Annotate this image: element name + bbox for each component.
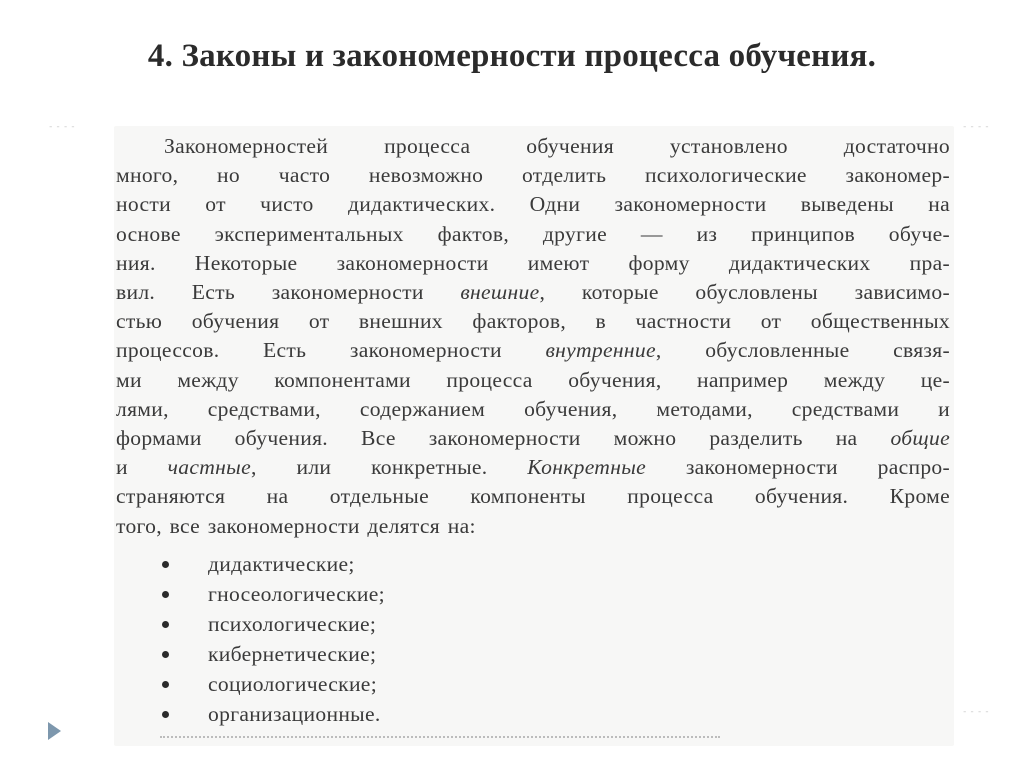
paragraph <box>116 132 950 541</box>
slide-title: 4. Законы и закономерности процесса обучения. <box>147 38 877 74</box>
text-run: закономерности распро- <box>685 455 951 480</box>
paragraph-line: страняются на отдельные компоненты процесса обучения. Кроме <box>116 484 950 509</box>
emphasis-text: общие <box>890 426 950 451</box>
bullet-list <box>158 549 385 729</box>
list-item: социологические; <box>158 669 385 699</box>
paragraph-line: Закономерностей процесса обучения установлено достаточно <box>164 134 950 158</box>
frame-corner-bottom-right: ---- <box>962 707 992 717</box>
emphasis-text: внутренние <box>545 338 656 363</box>
list-item: дидактические; <box>158 549 385 579</box>
list-item: психологические; <box>158 609 385 639</box>
paragraph-line: ности от чисто дидактических. Одни закономерности выведены на <box>116 192 950 217</box>
text-run: , которые обусловлены зависимо- <box>539 280 950 305</box>
paragraph-line: основе экспериментальных фактов, другие — из принципов обуче- <box>116 221 950 246</box>
paragraph-line: ми между компонентами процесса обучения, например между це- <box>116 367 950 392</box>
paragraph-line: ния. Некоторые закономерности имеют форму дидактических пра- <box>116 250 950 275</box>
paragraph-line: стью обучения от внешних факторов, в частности от общественных <box>116 309 950 334</box>
text-run: , или конкретные. <box>250 455 488 480</box>
emphasis-text: частные <box>167 455 251 480</box>
list-item: кибернетические; <box>158 639 385 669</box>
paragraph-line <box>116 424 950 453</box>
emphasis-text: внешние <box>460 280 540 305</box>
emphasis-text: Конкретные <box>527 455 647 480</box>
cropped-text-edge <box>160 736 720 742</box>
paragraph-line: много, но часто невозможно отделить психологические закономер- <box>116 163 950 188</box>
list-item: организационные. <box>158 699 385 729</box>
text-run: формами обучения. Все закономерности можно разделить на <box>116 426 858 451</box>
next-slide-arrow-icon[interactable] <box>48 722 61 740</box>
text-run: и <box>116 455 128 480</box>
paragraph-line <box>116 278 950 307</box>
frame-corner-top-right: ---- <box>962 122 992 132</box>
paragraph-line: лями, средствами, содержанием обучения, методами, средствами и <box>116 396 950 421</box>
text-run: вил. Есть закономерности <box>116 280 424 305</box>
text-run: , обусловленные связя- <box>655 338 950 363</box>
list-item: гносеологические; <box>158 579 385 609</box>
frame-corner-top-left: ---- <box>48 122 78 132</box>
paragraph-line <box>116 336 950 365</box>
paragraph-line: того, все закономерности делятся на: <box>116 513 476 538</box>
text-run: процессов. Есть закономерности <box>116 338 502 363</box>
paragraph-line <box>116 453 950 482</box>
